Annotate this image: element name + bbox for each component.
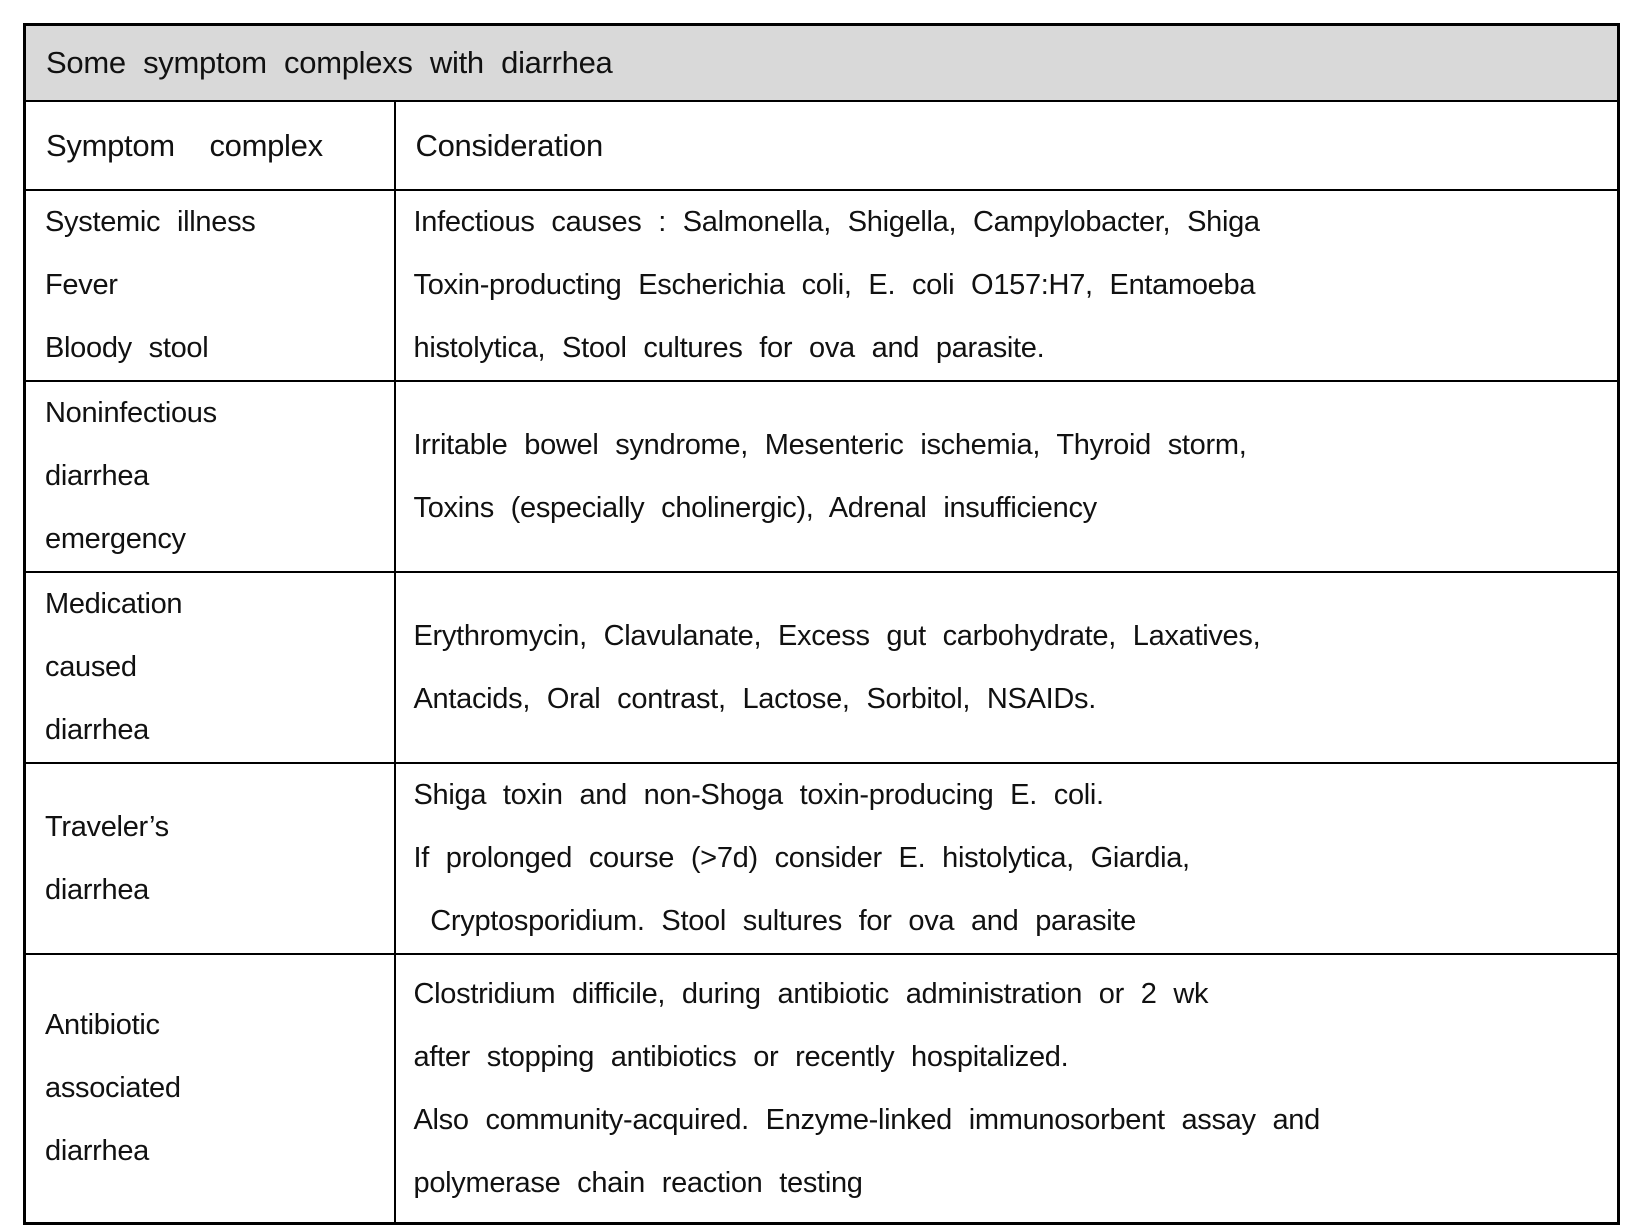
symptom-cell	[25, 190, 395, 381]
symptom-cell	[25, 381, 395, 572]
consideration-line: polymerase chain reaction testing	[413, 1166, 863, 1199]
symptom-line: Noninfectious	[45, 397, 217, 429]
symptom-line: Systemic illness	[45, 206, 256, 238]
consideration-line: Irritable bowel syndrome, Mesenteric ischemia, Thyroid storm,	[413, 428, 1247, 461]
symptom-line: diarrhea	[45, 873, 149, 906]
consideration-line: If prolonged course (>7d) consider E. histolytica, Giardia,	[413, 842, 1190, 874]
symptom-line: Fever	[45, 269, 118, 301]
consideration-line: Infectious causes : Salmonella, Shigella, Campylobacter, Shiga	[413, 206, 1260, 238]
table-title-row	[25, 25, 1619, 102]
consideration-cell	[395, 954, 1619, 1224]
symptom-line: diarrhea	[45, 1135, 149, 1167]
consideration-cell	[395, 572, 1619, 763]
symptom-line: Antibiotic	[45, 1009, 160, 1041]
table-row-antibiotic-associated	[25, 954, 1619, 1224]
consideration-line: Toxins (especially cholinergic), Adrenal insufficiency	[413, 491, 1097, 524]
consideration-line: after stopping antibiotics or recently hospitalized.	[413, 1040, 1069, 1073]
symptom-line: diarrhea	[45, 714, 149, 746]
consideration-line: Toxin-producting Escherichia coli, E. coli O157:H7, Entamoeba	[413, 269, 1256, 301]
consideration-cell	[395, 190, 1619, 381]
symptom-cell	[25, 763, 395, 954]
symptom-line: caused	[45, 651, 137, 683]
symptom-complex-table	[23, 23, 1620, 1225]
consideration-line: Shiga toxin and non-Shoga toxin-producing E. coli.	[413, 779, 1104, 811]
table-title: Some symptom complexs with diarrhea	[25, 25, 1619, 102]
table-row-noninfectious	[25, 381, 1619, 572]
symptom-line: associated	[45, 1072, 181, 1104]
column-header-symptom-complex: Symptom complex	[25, 101, 395, 190]
consideration-cell	[395, 381, 1619, 572]
consideration-line: Antacids, Oral contrast, Lactose, Sorbitol, NSAIDs.	[413, 682, 1096, 715]
consideration-cell	[395, 763, 1619, 954]
table-row-systemic-illness	[25, 190, 1619, 381]
symptom-line: Medication	[45, 588, 183, 620]
table-row-medication-caused	[25, 572, 1619, 763]
consideration-line: Clostridium difficile, during antibiotic administration or 2 wk	[413, 977, 1209, 1010]
symptom-line: Traveler’s	[45, 810, 169, 843]
symptom-line: diarrhea	[45, 460, 149, 492]
consideration-line: Cryptosporidium. Stool sultures for ova and parasite	[413, 905, 1136, 937]
consideration-line: histolytica, Stool cultures for ova and parasite.	[413, 332, 1045, 364]
consideration-line: Erythromycin, Clavulanate, Excess gut carbohydrate, Laxatives,	[413, 619, 1261, 652]
table-row-travelers	[25, 763, 1619, 954]
column-header-consideration: Consideration	[395, 101, 1619, 190]
symptom-line: Bloody stool	[45, 332, 209, 364]
symptom-line: emergency	[45, 523, 186, 555]
symptom-cell	[25, 954, 395, 1224]
consideration-line: Also community-acquired. Enzyme-linked immunosorbent assay and	[413, 1103, 1320, 1136]
symptom-cell	[25, 572, 395, 763]
table-header-row	[25, 101, 1619, 190]
